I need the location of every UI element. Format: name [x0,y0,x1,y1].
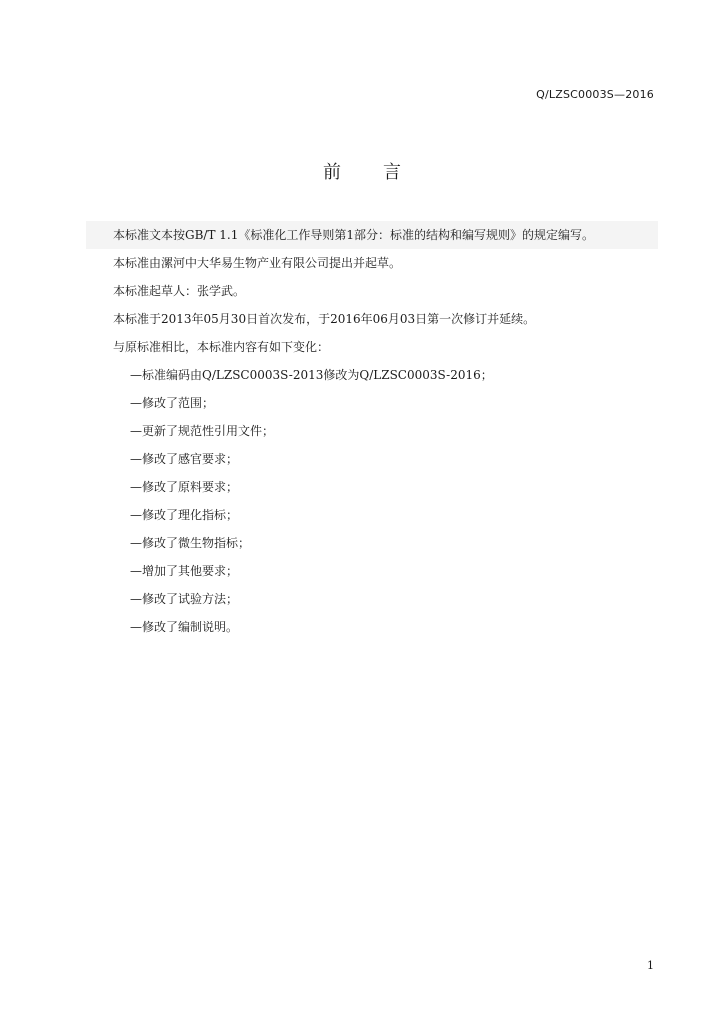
paragraph-changes-intro: 与原标准相比，本标准内容有如下变化： [113,340,330,354]
list-item: —增加了其他要求； [130,564,239,578]
document-code: Q/LZSC0003S—2016 [536,88,654,101]
list-item: —修改了编制说明。 [130,620,239,634]
paragraph-proposer: 本标准由漯河中大华易生物产业有限公司提出并起草。 [113,256,402,270]
paragraph-drafter: 本标准起草人：张学武。 [113,284,246,298]
list-item: —修改了原料要求； [130,480,239,494]
list-item: —修改了感官要求； [130,452,239,466]
paragraph-publication-history: 本标准于2013年05月30日首次发布，于2016年06月03日第一次修订并延续。 [113,312,536,326]
list-item: —标准编码由Q/LZSC0003S-2013修改为Q/LZSC0003S-2016； [130,368,493,382]
list-item: —修改了理化指标； [130,508,239,522]
page-number: 1 [647,959,654,972]
list-item: —更新了规范性引用文件； [130,424,275,438]
page-title: 前言 [323,162,443,183]
paragraph-compilation-basis: 本标准文本按GB/T 1.1《标准化工作导则第1部分：标准的结构和编写规则》的规定编写。 [86,221,658,249]
changes-list [86,361,658,641]
list-item: —修改了试验方法； [130,592,239,606]
list-item: —修改了范围； [130,396,215,410]
list-item: —修改了微生物指标； [130,536,251,550]
document-body [86,221,658,641]
